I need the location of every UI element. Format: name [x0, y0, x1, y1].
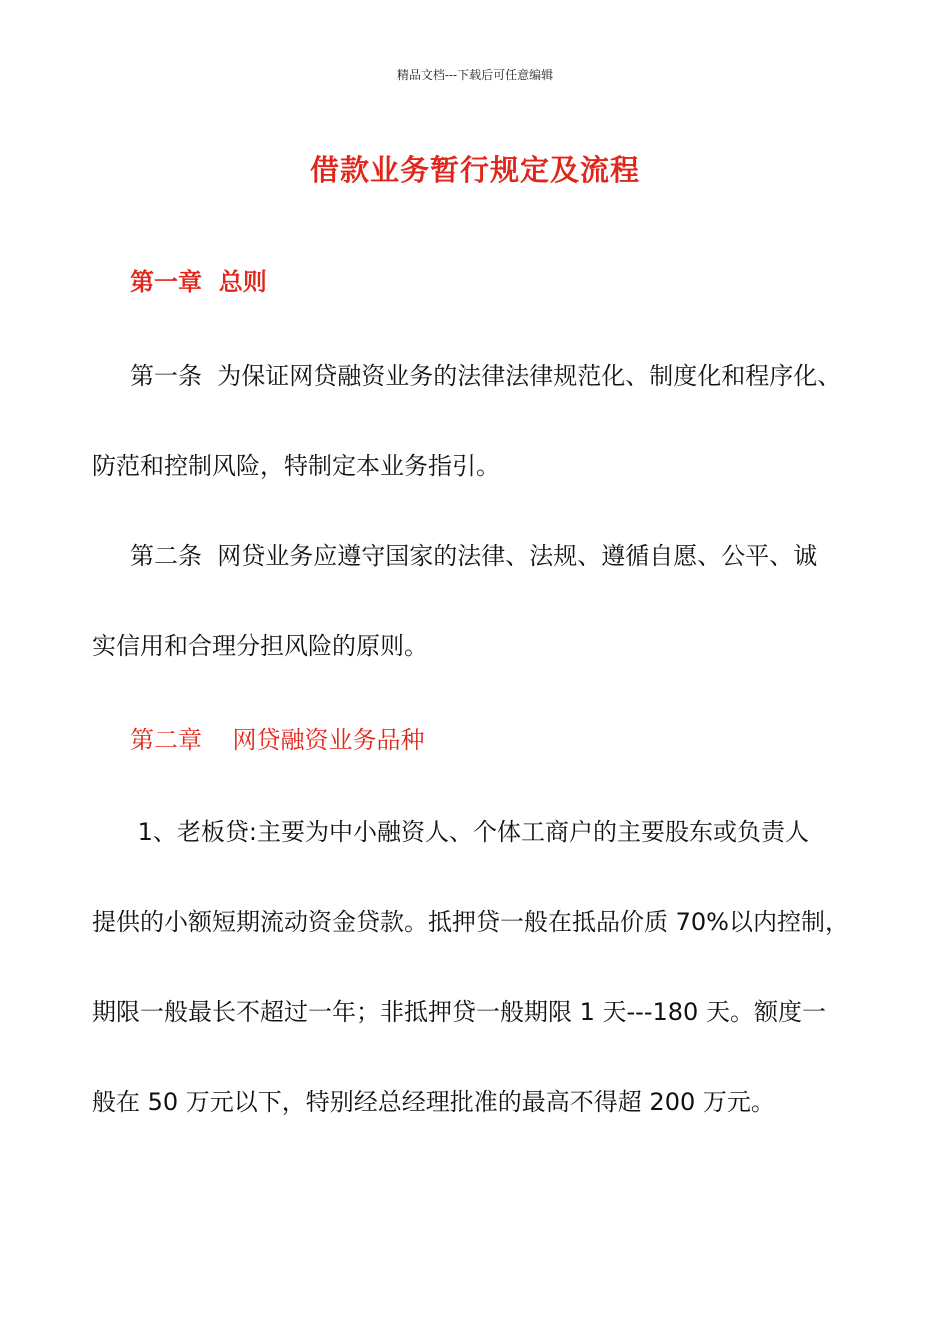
article-2-line-1: 第二条 网贷业务应遵守国家的法律、法规、遵循自愿、公平、诚: [130, 542, 818, 570]
document-title: 借款业务暂行规定及流程: [309, 153, 640, 187]
chapter-2-heading: 第二章 网贷融资业务品种: [130, 726, 425, 754]
article-2-line-2: 实信用和合理分担风险的原则。: [92, 632, 428, 660]
chapter-1-heading: 第一章 总则: [130, 268, 267, 296]
page-header: 精品文档---下载后可任意编辑: [396, 68, 554, 82]
item-1-line-4: 般在 50 万元以下，特别经总经理批准的最高不得超 200 万元。: [92, 1088, 775, 1116]
item-1-line-2: 提供的小额短期流动资金贷款。抵押贷一般在抵品价质 70%以内控制，: [92, 908, 849, 936]
item-1-line-1: 1、老板贷:主要为中小融资人、个体工商户的主要股东或负责人: [130, 818, 809, 846]
article-1-line-1: 第一条 为保证网贷融资业务的法律法律规范化、制度化和程序化、: [130, 362, 842, 390]
item-1-line-3: 期限一般最长不超过一年；非抵押贷一般期限 1 天---180 天。额度一: [92, 998, 826, 1026]
article-1-line-2: 防范和控制风险，特制定本业务指引。: [92, 452, 500, 480]
